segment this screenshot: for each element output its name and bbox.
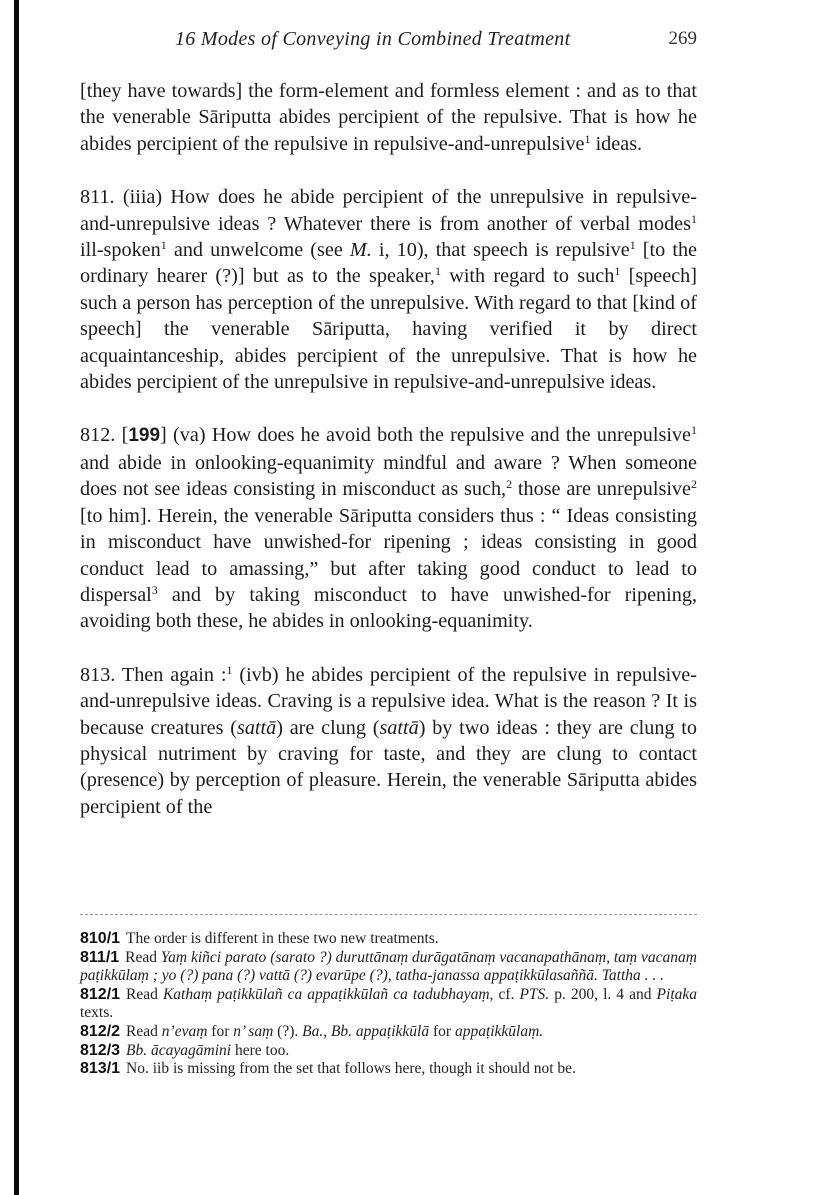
page-number: 269: [668, 28, 697, 49]
footnote-ref: 1: [160, 238, 167, 253]
footnote: [80, 930, 697, 949]
footnote: [80, 949, 697, 986]
footnote-text: , cf.: [489, 985, 520, 1003]
footnote-abbrev: Ba., Bb.: [302, 1022, 353, 1040]
original-page-marker: 199: [128, 425, 161, 447]
footnotes: [80, 930, 697, 1079]
paragraph-812: [80, 422, 697, 634]
footnote: [80, 1042, 697, 1061]
footnote: [80, 1060, 697, 1079]
text: [: [121, 424, 129, 447]
footnote-ref: 1: [691, 211, 697, 226]
text: 811. (iiia) How does he abide percipient of the unrepulsive in repulsive-and-unrepulsive ideas ? Whatever there is from another of verbal modes: [80, 186, 697, 235]
text: ) by two ideas : they are clung to physical nutriment by craving for taste, and they are clung to contact (presence) by perception of pleasure. Herein, the venerable Sāriputta abides percipient of the: [80, 716, 697, 818]
footnote-ref: 2: [690, 477, 697, 492]
text: [to him]. Herein, the venerable Sāriputta considers thus : “ Ideas consisting in misconduct have unwished-for ripening ; ideas consisting in good conduct lead to amassing,” but after taking good conduct to lead to dispersal: [80, 504, 697, 606]
text: [they have towards] the form-element and formless element : and as to that the venerable Sāriputta abides percipient of the repulsive. That is how he abides percipient of the repulsive in repulsive-and-unrepulsive: [80, 80, 697, 155]
footnote: [80, 986, 697, 1023]
footnote: [80, 1023, 697, 1042]
footnote-text: The order is different in these two new treatments.: [126, 930, 439, 947]
footnote-label: 812/2: [80, 1022, 121, 1040]
text: [to the ordinary hearer (?)] but as to the speaker,: [80, 239, 697, 288]
footnote-text: Read: [126, 1022, 162, 1040]
footnote-ref: 1: [584, 131, 591, 146]
footnote-abbrev: PTS.: [519, 985, 550, 1003]
text: ill-spoken: [80, 239, 161, 262]
text: and by taking misconduct to have unwished-for ripening, avoiding both these, he abides in onlooking-equanimity.: [80, 583, 697, 633]
footnote-text: Read: [126, 985, 163, 1003]
text: i, 10), that speech is repulsive: [371, 239, 630, 262]
footnote-pali-text: n’ saṃ: [233, 1022, 274, 1040]
footnote-pali-text: n’evaṃ: [161, 1022, 208, 1040]
footnote-ref: 2: [506, 477, 513, 492]
text: (ivb) he abides percipient of the repulsive in repulsive-and-unrepulsive ideas. Craving is a repulsive idea. What is the reason ? It is because creatures (: [80, 663, 697, 739]
page-binding-edge: [14, 0, 19, 1195]
footnote-ref: 3: [151, 582, 158, 597]
text: ]: [160, 424, 167, 447]
footnote-text: Read: [125, 948, 161, 966]
text: 813. Then again :: [80, 663, 227, 686]
text: and unwelcome (see: [166, 239, 350, 262]
footnote-text: texts.: [80, 1004, 114, 1022]
footnote-ref: 1: [691, 423, 697, 438]
text: and abide in onlooking-equanimity mindful and aware ? When someone does not see ideas consisting in misconduct as such,: [80, 451, 697, 501]
footnote-ref: 1: [614, 264, 621, 279]
footnote-label: 813/1: [80, 1060, 121, 1078]
footnote-pali-text: Bb. ācayagāmini: [126, 1041, 232, 1059]
text: with regard to such: [440, 265, 615, 288]
paragraph-continuation: [80, 78, 697, 157]
paragraph-811: [80, 184, 697, 395]
footnote-label: 812/1: [80, 985, 121, 1003]
footnote-pali-text: Yaṃ kiñci parato (sarato ?) duruttānaṃ durāgatānaṃ vacanapathānaṃ, taṃ vacanaṃ paṭikkūlaṃ ; yo (?) pana (?) vattā (?) evarūpe (?), tatha-janassa appaṭikkūlasaññā. Tattha . . .: [80, 948, 697, 985]
body-text: [80, 78, 697, 820]
running-head: [60, 26, 697, 56]
running-title: 16 Modes of Conveying in Combined Treatment: [175, 28, 571, 50]
text: ideas.: [590, 132, 643, 155]
footnote-ref: 1: [629, 238, 636, 253]
footnote-pali-text: Kathaṃ paṭikkūlañ ca appaṭikkūlañ ca tadubhayaṃ: [162, 985, 490, 1003]
footnote-divider: [80, 914, 697, 915]
footnote-text: for: [429, 1022, 455, 1040]
footnote-ref: 1: [434, 264, 441, 279]
paragraph-number: 812.: [80, 424, 116, 447]
footnote-text: p. 200, l. 4 and: [549, 985, 657, 1003]
footnote-text: for: [207, 1022, 234, 1040]
pali-term: sattā: [379, 716, 419, 739]
footnote-label: 810/1: [80, 930, 121, 947]
paragraph-813: [80, 662, 697, 820]
footnote-pali-text: appaṭikkūlaṃ.: [454, 1022, 544, 1040]
footnote-text: here too.: [231, 1041, 290, 1059]
footnote-text: (?).: [273, 1022, 303, 1040]
footnote-text: No. iib is missing from the set that follows here, though it should not be.: [126, 1060, 576, 1078]
footnote-label: 811/1: [80, 948, 120, 966]
text: ) are clung (: [276, 716, 380, 739]
footnote-label: 812/3: [80, 1041, 121, 1059]
text: those are unrepulsive: [512, 478, 691, 501]
pali-term: sattā: [236, 716, 277, 739]
footnote-ref: 1: [226, 662, 233, 677]
citation: M.: [349, 239, 372, 262]
footnote-abbrev: Piṭaka: [656, 985, 698, 1003]
footnote-pali-text: appaṭikkūlā: [355, 1022, 430, 1040]
text: [speech] such a person has perception of the unrepulsive. With regard to that [kind of speech] the venerable Sāriputta, having verified it by direct acquaintanceship, abides percipient of the unrepulsive. That is how he abides percipient of the unrepulsive in repulsive-and-unrepulsive ideas.: [80, 265, 697, 394]
text: (va) How does he avoid both the repulsive and the unrepulsive: [166, 424, 691, 447]
